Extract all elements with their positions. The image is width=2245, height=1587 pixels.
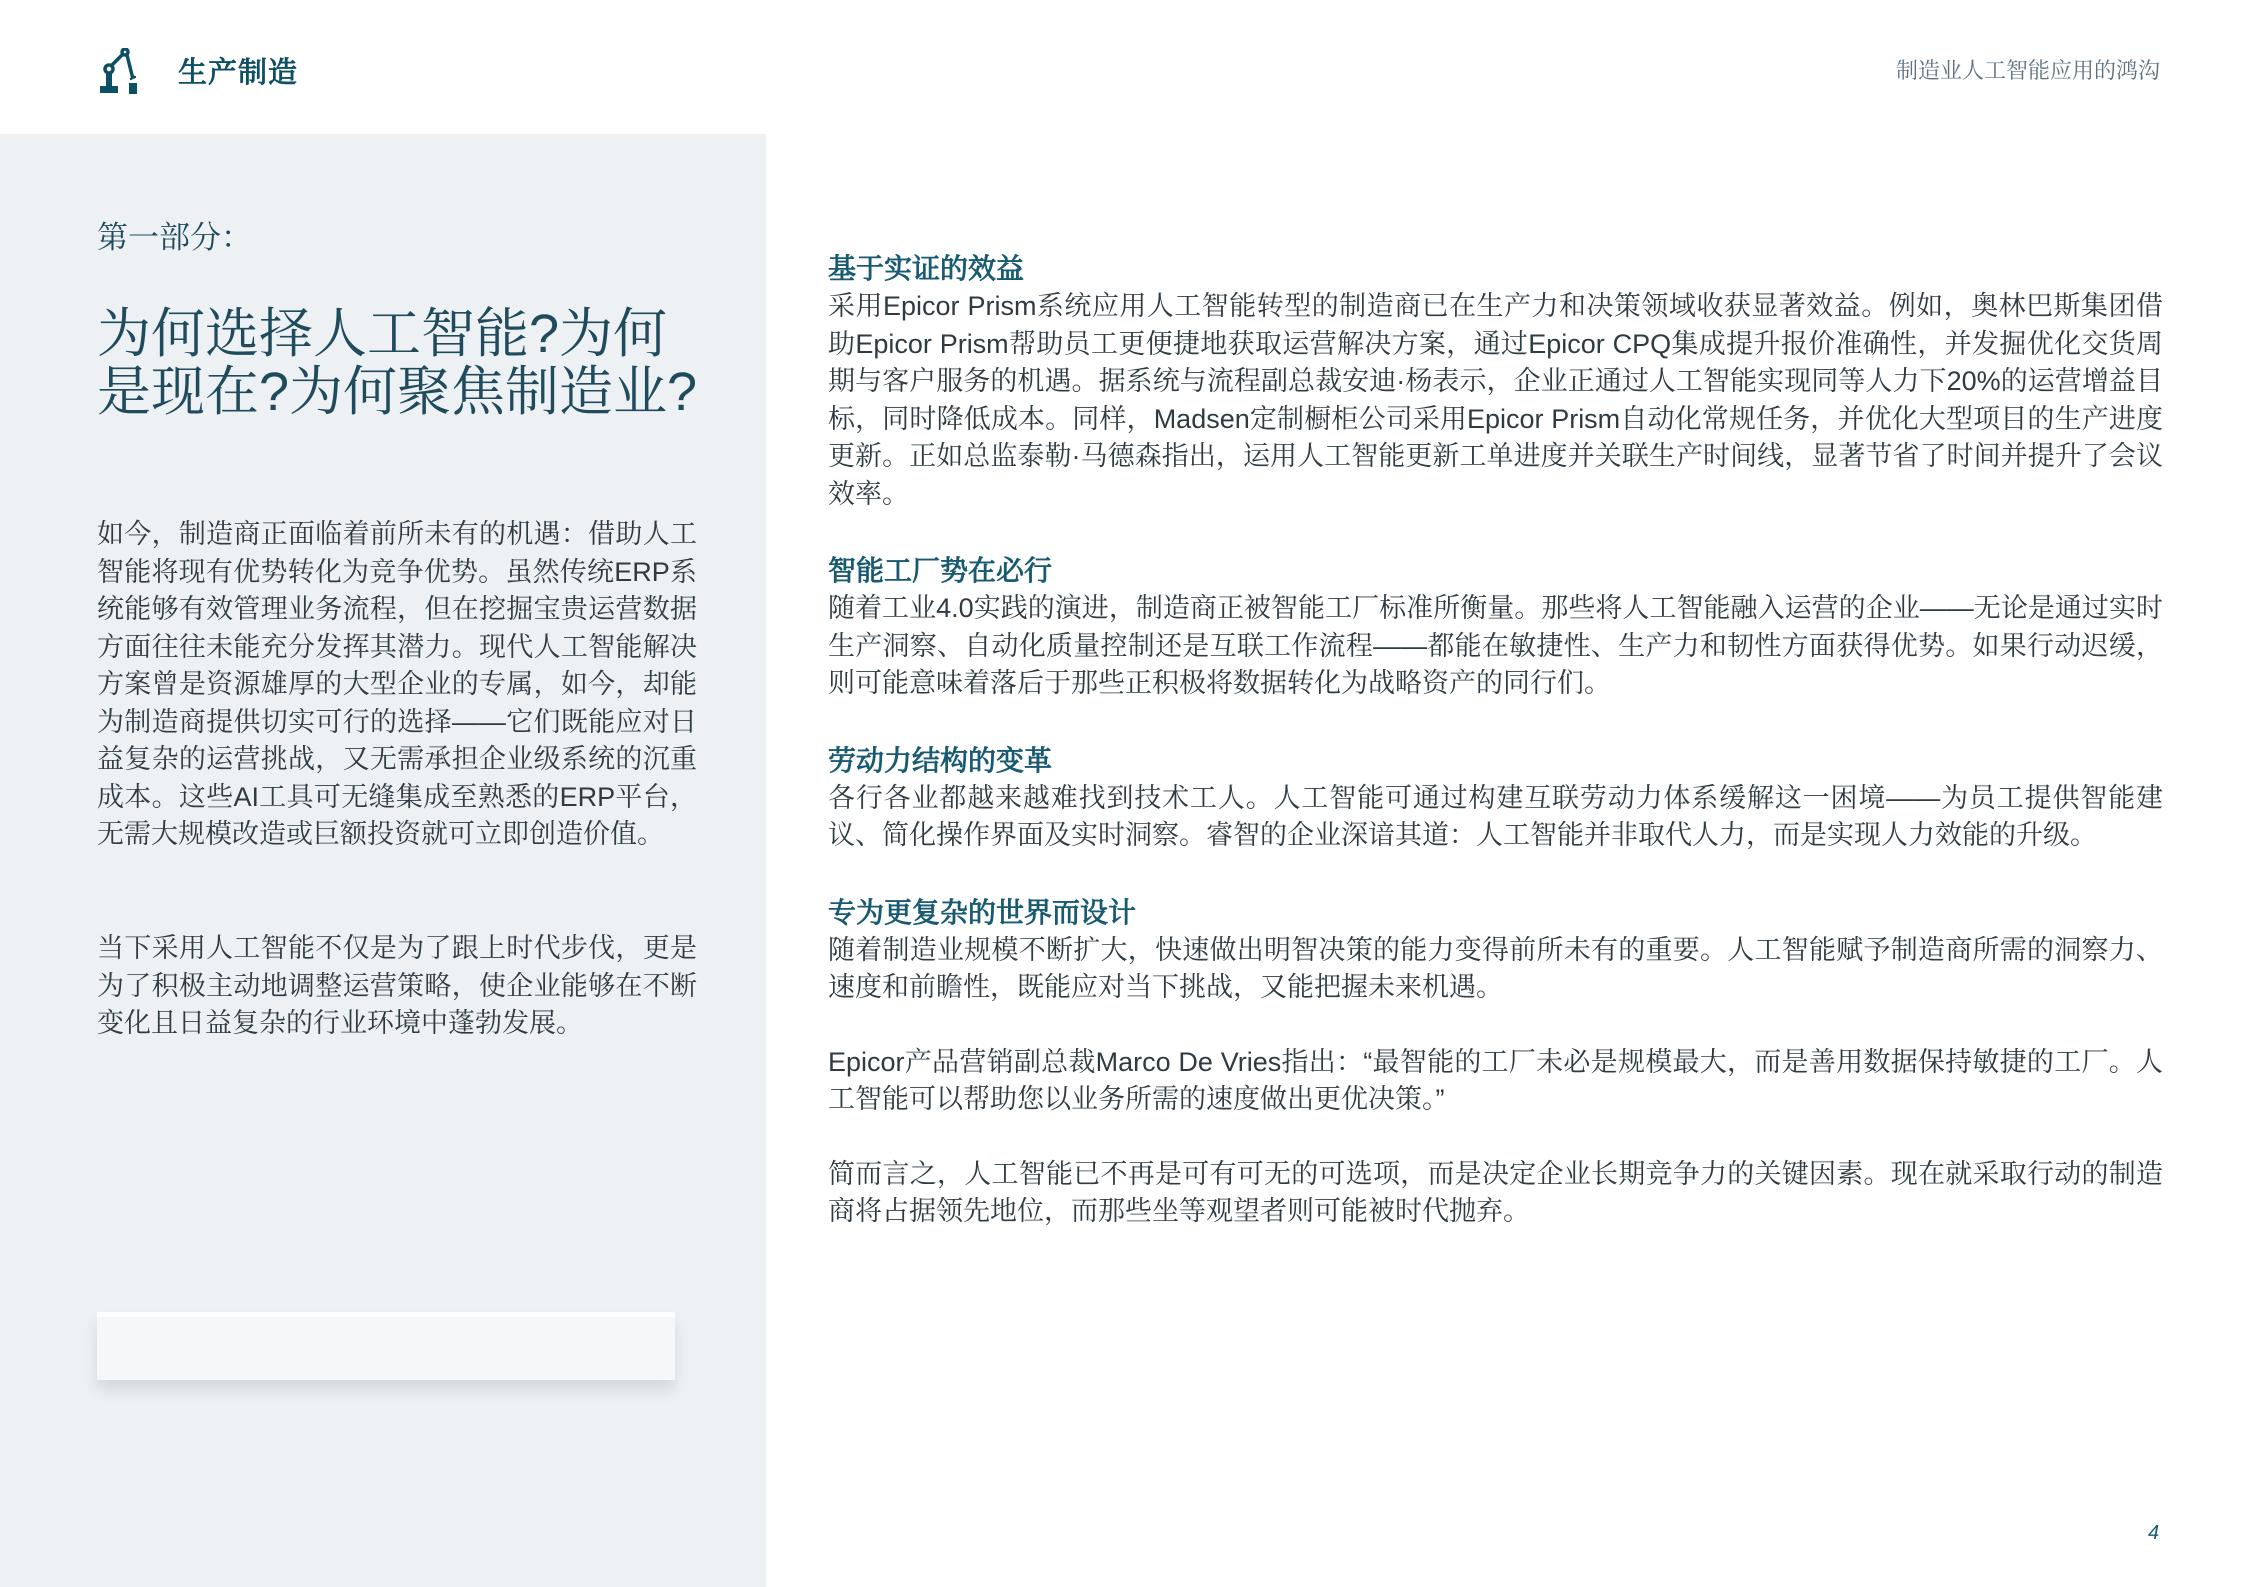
intro-paragraph: 当下采用人工智能不仅是为了跟上时代步伐，更是为了积极主动地调整运营策略，使企业能够在不断变化且日益复杂的行业环境中蓬勃发展。 [97,933,697,1038]
section-heading: 专为更复杂的世界而设计 [828,896,1137,928]
robot-arm-icon [98,48,146,98]
section-heading: 劳动力结构的变革 [828,744,1053,776]
section-label: 第一部分： [97,220,252,255]
section-smart-factory [828,552,2163,703]
section-proven-benefits [828,250,2163,513]
quote-paragraph: Epicor产品营销副总裁Marco De Vries指出：“最智能的工厂未必是规模最大，而是善用数据保持敏捷的工厂。人工智能可以帮助您以业务所需的速度做出更优决策。” [828,1046,2163,1114]
section-paragraph: 随着工业4.0实践的演进，制造商正被智能工厂标准所衡量。那些将人工智能融入运营的企业——无论是通过实时生产洞察、自动化质量控制还是互联工作流程——都能在敏捷性、生产力和韧性方面获得优势。如果行动迟缓，则可能意味着落后于那些正积极将数据转化为战略资产的同行们。 [828,593,2163,698]
section-paragraph: 随着制造业规模不断扩大，快速做出明智决策的能力变得前所未有的重要。人工智能赋予制造商所需的洞察力、速度和前瞻性，既能应对当下挑战，又能把握未来机遇。 [828,934,2163,1002]
page-number: 4 [2148,1522,2160,1544]
brand-label: 生产制造 [178,57,299,89]
section-paragraph: 各行各业都越来越难找到技术工人。人工智能可通过构建互联劳动力体系缓解这一困境——为员工提供智能建议、简化操作界面及实时洞察。睿智的企业深谙其道：人工智能并非取代人力，而是实现人力效能的升级。 [828,782,2163,850]
page-header [0,0,2245,134]
section-paragraph: 采用Epicor Prism系统应用人工智能转型的制造商已在生产力和决策领域收获显著效益。例如，奥林巴斯集团借助Epicor Prism帮助员工更便捷地获取运营解决方案，通过Epicor CPQ集成提升报价准确性，并发掘优化交货周期与客户服务的机遇。据系统与流程副总裁安迪·杨表示，企业正通过人工智能实现同等人力下20%的运营增益目标，同时降低成本。同样，Madsen定制橱柜公司采用Epicor Prism自动化常规任务，并优化大型项目的生产进度更新。正如总监泰勒·马德森指出，运用人工智能更新工单进度并关联生产时间线，显著节省了时间并提升了会议效率。 [828,291,2163,509]
main-content [828,250,2163,1270]
intro-paragraph: 如今，制造商正面临着前所未有的机遇：借助人工智能将现有优势转化为竞争优势。虽然传统ERP系统能够有效管理业务流程，但在挖掘宝贵运营数据方面往往未能充分发挥其潜力。现代人工智能解决方案曾是资源雄厚的大型企业的专属，如今，却能为制造商提供切实可行的选择——它们既能应对日益复杂的运营挑战，又无需承担企业级系统的沉重成本。这些AI工具可无缝集成至熟悉的ERP平台，无需大规模改造或巨额投资就可立即创造价值。 [97,519,697,849]
section-heading: 智能工厂势在必行 [828,555,1053,586]
document-title: 制造业人工智能应用的鸿沟 [1895,58,2160,83]
section-heading: 基于实证的效益 [828,253,1025,284]
section-workforce [828,742,2163,855]
section-title: 为何选择人工智能?为何是现在?为何聚焦制造业? [97,304,698,422]
conclusion-paragraph: 简而言之，人工智能已不再是可有可无的可选项，而是决定企业长期竞争力的关键因素。现在就采取行动的制造商将占据领先地位，而那些坐等观望者则可能被时代抛弃。 [828,1158,2163,1226]
empty-card [97,1312,675,1380]
section-complex-world [828,894,2163,1231]
